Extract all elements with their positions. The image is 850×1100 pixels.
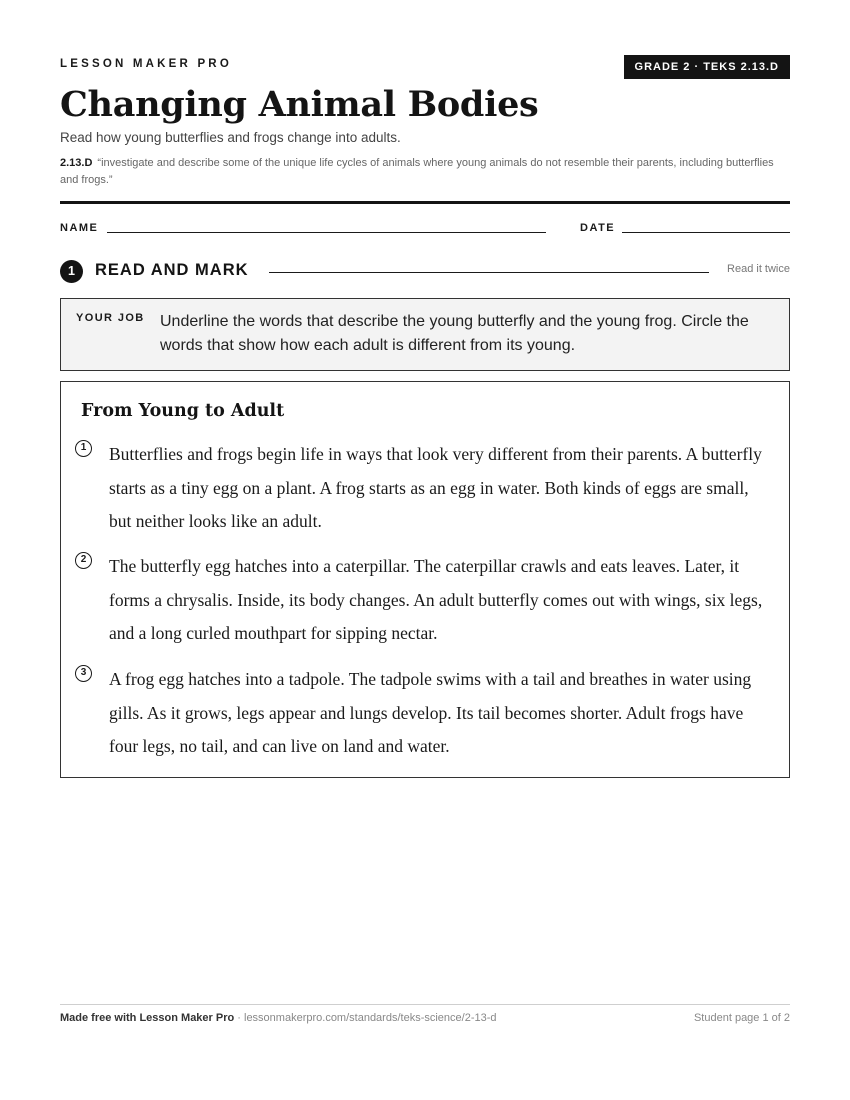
footer-made-with: Made free with Lesson Maker Pro [60, 1012, 235, 1024]
standard-code: 2.13.D [60, 157, 93, 169]
section-read-and-mark [60, 259, 790, 283]
reading-title: From Young to Adult [81, 401, 285, 421]
footer-url[interactable]: lessonmakerpro.com/standards/teks-science/2-13-d [244, 1012, 497, 1024]
header-divider [60, 201, 790, 204]
paragraph-number: 3 [75, 665, 92, 682]
your-job-instructions: Underline the words that describe the young butterfly and the young frog. Circle the words that show how each adult is different from its young. [160, 313, 749, 354]
worksheet-page [60, 0, 790, 1100]
standard-description [60, 155, 790, 189]
page-subtitle: Read how young butterflies and frogs change into adults. [60, 130, 401, 145]
section-number-badge: 1 [60, 260, 83, 283]
name-label: NAME [60, 222, 99, 234]
your-job-box [60, 298, 790, 371]
brand-name: LESSON MAKER PRO [60, 58, 232, 70]
footer-divider [60, 1004, 790, 1005]
section-title: READ AND MARK [95, 261, 249, 279]
name-field-line[interactable] [107, 232, 546, 233]
paragraph-text: A frog egg hatches into a tadpole. The tadpole swims with a tail and breathes in water using gills. As it grows, legs appear and lungs develop. Its tail becomes shorter. Adult frogs have four legs, no tail, and can live on land and water. [109, 669, 752, 757]
section-divider [269, 272, 709, 273]
date-field-line[interactable] [622, 232, 790, 233]
standard-text: “investigate and describe some of the unique life cycles of animals where young animals do not resemble their parents, including butterflies and frogs.” [60, 157, 774, 186]
footer-credit [60, 1012, 497, 1024]
your-job-label: YOUR JOB [76, 312, 145, 324]
page-title: Changing Animal Bodies [60, 84, 539, 125]
footer-separator: · [234, 1012, 244, 1024]
reading-passage-box [60, 381, 790, 778]
grade-standard-badge: GRADE 2 · TEKS 2.13.D [624, 55, 790, 79]
date-label: DATE [580, 222, 616, 234]
paragraph-text: The butterfly egg hatches into a caterpillar. The caterpillar crawls and eats leaves. Later, it forms a chrysalis. Inside, its body changes. An adult butterfly comes out with wings, six legs, and a long curled mouthpart for sipping nectar. [109, 556, 763, 644]
paragraph-number: 1 [75, 440, 92, 457]
section-note: Read it twice [727, 263, 790, 275]
paragraph-number: 2 [75, 552, 92, 569]
paragraph-text: Butterflies and frogs begin life in ways that look very different from their parents. A butterfly starts as a tiny egg on a plant. A frog starts as an egg in water. Both kinds of eggs are small, but neither looks like an adult. [109, 444, 762, 532]
footer-page-number: Student page 1 of 2 [693, 1012, 790, 1024]
